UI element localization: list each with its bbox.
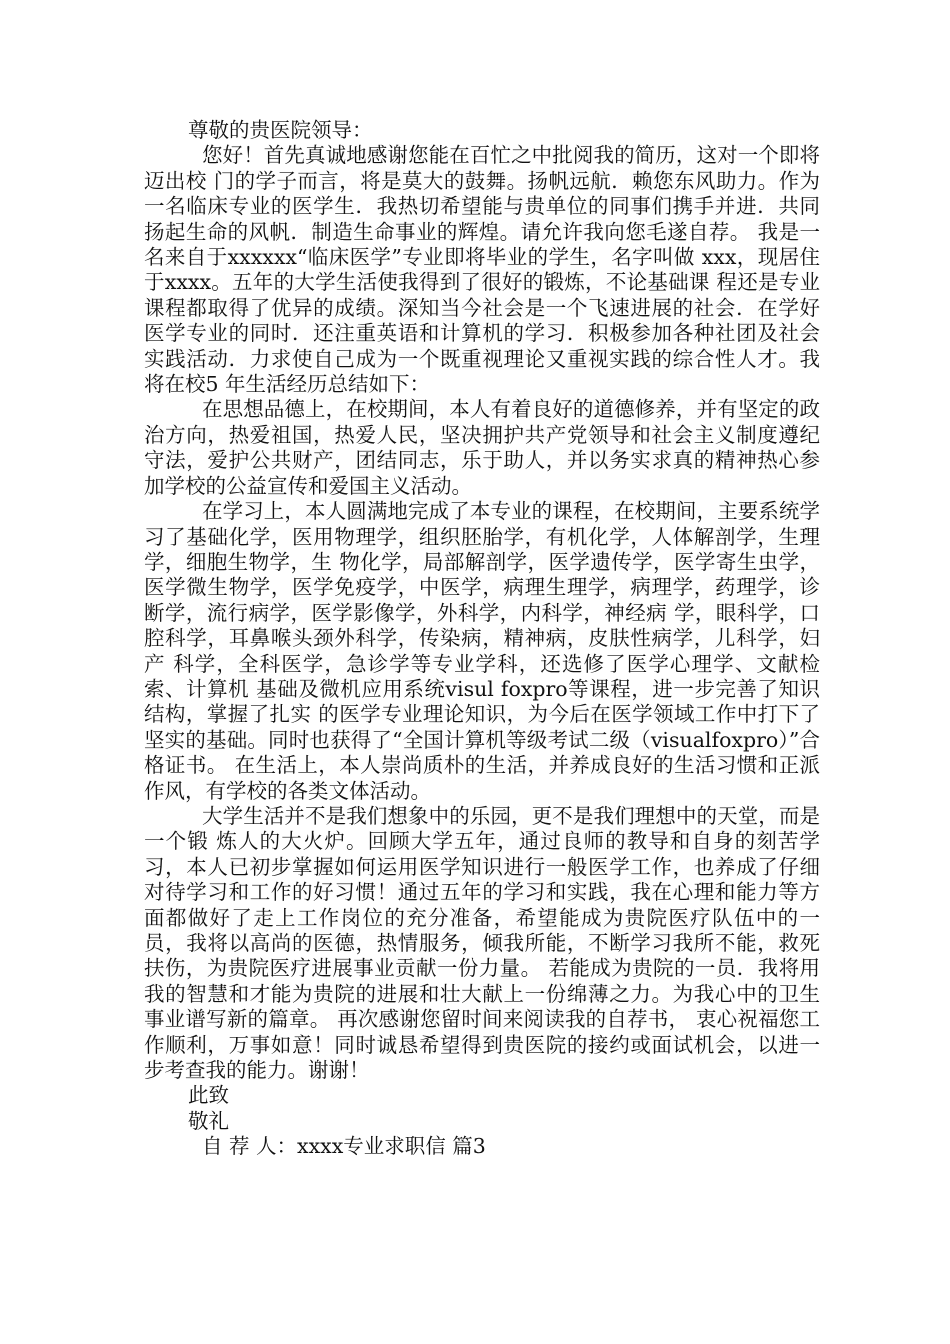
- letter-paragraph-morality: 在思想品德上，在校期间，本人有着良好的道德修养，并有坚定的政治方向，热爱祖国，热爱人民，坚决拥护共产党领导和社会主义制度遵纪守法，爱护公共财产，团结同志，乐于助人，并以务实求真的精神热心参加学校的公益宣传和爱国主义活动。: [144, 397, 820, 498]
- letter-signature: 自 荐 人：xxxx专业求职信 篇3: [202, 1134, 486, 1159]
- letter-body: [144, 118, 820, 1160]
- letter-closing-jingli: 敬礼: [188, 1108, 229, 1133]
- letter-closing-cizhi: 此致: [188, 1083, 229, 1108]
- letter-paragraph-intro: 您好！首先真诚地感谢您能在百忙之中批阅我的简历，这对一个即将迈出校 门的学子而言，将是莫大的鼓舞。扬帆远航．赖您东风助力。作为一名临床专业的医学生．我热切希望能与贵单位的同事们携手并进．共同扬起生命的风帆．制造生命事业的辉煌。请允许我向您毛遂自荐。 我是一名来自于xxxxxx“临床医学”专业即将毕业的学生，名字叫做 xxx，现居住于xxxx。五年的大学生活使我得到了很好的锻炼，不论基础课 程还是专业课程都取得了优异的成绩。深知当今社会是一个飞速进展的社会．在学好医学专业的同时．还注重英语和计算机的学习．积极参加各种社团及社会实践活动．力求使自己成为一个既重视理论又重视实践的综合性人才。我将在校5 年生活经历总结如下：: [144, 143, 820, 397]
- letter-salutation: 尊敬的贵医院领导：: [188, 118, 373, 142]
- letter-paragraph-conclusion: 大学生活并不是我们想象中的乐园，更不是我们理想中的天堂，而是一个锻 炼人的大火炉。回顾大学五年，通过良师的教导和自身的刻苦学习，本人已初步掌握如何运用医学知识进行一般医学工作，也养成了仔细对待学习和工作的好习惯！通过五年的学习和实践，我在心理和能力等方面都做好了走上工作岗位的充分准备，希望能成为贵院医疗队伍中的一员，我将以高尚的医德，热情服务，倾我所能，不断学习我所不能，救死扶伤，为贵院医疗进展事业贡献一份力量。 若能成为贵院的一员．我将用我的智慧和才能为贵院的进展和壮大献上一份绵薄之力。为我心中的卫生事业谱写新的篇章。 再次感谢您留时间来阅读我的自荐书， 衷心祝福您工作顺利，万事如意！同时诚恳希望得到贵医院的接约或面试机会，以进一步考查我的能力。谢谢！: [144, 803, 820, 1083]
- letter-paragraph-study: 在学习上，本人圆满地完成了本专业的课程，在校期间，主要系统学习了基础化学，医用物理学，组织胚胎学，有机化学，人体解剖学，生理学，细胞生物学，生 物化学，局部解剖学，医学遗传学，医学寄生虫学，医学微生物学，医学免疫学，中医学，病理生理学，病理学，药理学，诊断学，流行病学，医学影像学，外科学，内科学，神经病 学，眼科学，口腔科学，耳鼻喉头颈外科学，传染病，精神病，皮肤性病学，儿科学，妇产 科学，全科医学，急诊学等专业学科，还选修了医学心理学、文献检索、计算机 基础及微机应用系统visul foxpro等课程，进一步完善了知识结构，掌握了扎实 的医学专业理论知识，为今后在医学领域工作中打下了坚实的基础。同时也获得了“全国计算机等级考试二级（visualfoxpro）”合格证书。 在生活上，本人崇尚质朴的生活，并养成良好的生活习惯和正派作风，有学校的各类文体活动。: [144, 499, 820, 803]
